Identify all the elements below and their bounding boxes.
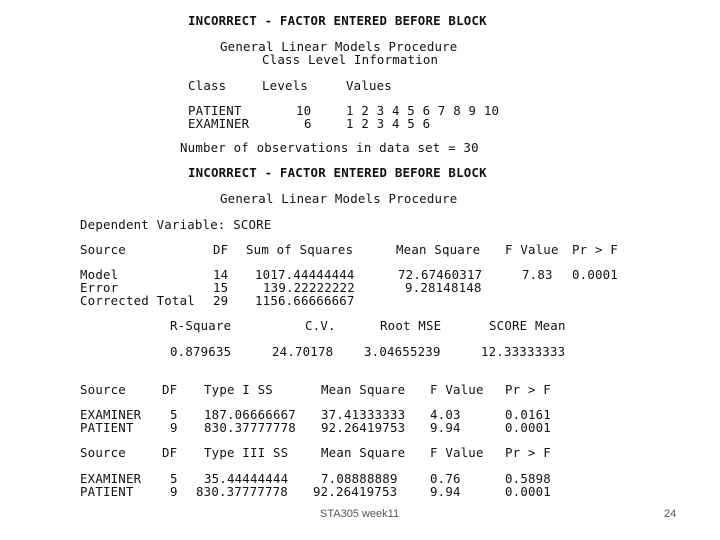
class-values: 1 2 3 4 5 6 <box>346 116 431 131</box>
type1-ss: 830.37777778 <box>204 420 296 435</box>
type1-source: EXAMINER <box>80 407 142 422</box>
anova-p-header: Pr > F <box>572 242 618 257</box>
type1-source-header: Source <box>80 382 126 397</box>
type3-p-header: Pr > F <box>505 445 551 460</box>
type3-p: 0.5898 <box>505 471 551 486</box>
type1-ms-header: Mean Square <box>321 382 406 397</box>
anova-df: 14 <box>213 267 229 282</box>
anova-source: Model <box>80 267 119 282</box>
slide-page-number: 24 <box>664 508 677 520</box>
anova-ms: 9.28148148 <box>405 280 482 295</box>
type3-source-header: Source <box>80 445 126 460</box>
anova-source: Corrected Total <box>80 293 195 308</box>
score-mean-header: SCORE Mean <box>489 318 566 333</box>
class-levels: 10 <box>296 103 312 118</box>
anova-df: 15 <box>213 280 229 295</box>
anova-source-header: Source <box>80 242 126 257</box>
output-title-1: INCORRECT - FACTOR ENTERED BEFORE BLOCK <box>188 13 487 28</box>
anova-ss-header: Sum of Squares <box>246 242 354 257</box>
type3-ms-header: Mean Square <box>321 445 406 460</box>
class-levels: 6 <box>304 116 312 131</box>
anova-source: Error <box>80 280 119 295</box>
type1-df-header: DF <box>162 382 178 397</box>
type3-ss: 35.44444444 <box>204 471 289 486</box>
type3-ss-header: Type III SS <box>204 445 289 460</box>
rsquare-header: R-Square <box>170 318 232 333</box>
type3-ms: 7.08888889 <box>321 471 398 486</box>
score-mean-value: 12.33333333 <box>481 344 566 359</box>
type3-f: 9.94 <box>430 484 461 499</box>
type3-df-header: DF <box>162 445 178 460</box>
type1-f: 9.94 <box>430 420 461 435</box>
anova-df-header: DF <box>213 242 229 257</box>
rsquare-value: 0.879635 <box>170 344 232 359</box>
type3-df: 9 <box>170 484 178 499</box>
root-mse-header: Root MSE <box>380 318 442 333</box>
type1-p: 0.0001 <box>505 420 551 435</box>
proc-title-2: General Linear Models Procedure <box>220 191 458 206</box>
anova-p: 0.0001 <box>572 267 618 282</box>
observations-count: Number of observations in data set = 30 <box>180 140 479 155</box>
values-header: Values <box>346 78 392 93</box>
cv-header: C.V. <box>305 318 336 333</box>
anova-df: 29 <box>213 293 229 308</box>
cv-value: 24.70178 <box>272 344 334 359</box>
type3-p: 0.0001 <box>505 484 551 499</box>
class-name: PATIENT <box>188 103 242 118</box>
anova-ss: 139.22222222 <box>263 280 355 295</box>
type1-f: 4.03 <box>430 407 461 422</box>
anova-f-header: F Value <box>505 242 559 257</box>
type1-source: PATIENT <box>80 420 134 435</box>
type3-source: PATIENT <box>80 484 134 499</box>
type1-ms: 37.41333333 <box>321 407 406 422</box>
type3-source: EXAMINER <box>80 471 142 486</box>
type1-df: 5 <box>170 407 178 422</box>
proc-title-1: General Linear Models Procedure <box>220 39 458 54</box>
anova-ms: 72.67460317 <box>398 267 483 282</box>
output-title-2: INCORRECT - FACTOR ENTERED BEFORE BLOCK <box>188 165 487 180</box>
anova-ss: 1017.44444444 <box>255 267 355 282</box>
type3-ss: 830.37777778 <box>196 484 288 499</box>
type1-p: 0.0161 <box>505 407 551 422</box>
type3-df: 5 <box>170 471 178 486</box>
class-values: 1 2 3 4 5 6 7 8 9 10 <box>346 103 500 118</box>
anova-ss: 1156.66666667 <box>255 293 355 308</box>
anova-f: 7.83 <box>522 267 553 282</box>
dependent-variable: Dependent Variable: SCORE <box>80 217 272 232</box>
class-header: Class <box>188 78 227 93</box>
type1-ms: 92.26419753 <box>321 420 406 435</box>
type1-df: 9 <box>170 420 178 435</box>
type3-f: 0.76 <box>430 471 461 486</box>
type3-f-header: F Value <box>430 445 484 460</box>
class-name: EXAMINER <box>188 116 250 131</box>
levels-header: Levels <box>262 78 308 93</box>
type1-ss: 187.06666667 <box>204 407 296 422</box>
anova-ms-header: Mean Square <box>396 242 481 257</box>
type1-p-header: Pr > F <box>505 382 551 397</box>
slide-footer-label: STA305 week11 <box>320 508 400 520</box>
root-mse-value: 3.04655239 <box>364 344 441 359</box>
type1-ss-header: Type I SS <box>204 382 273 397</box>
type3-ms: 92.26419753 <box>313 484 398 499</box>
class-level-info-heading: Class Level Information <box>262 52 439 67</box>
type1-f-header: F Value <box>430 382 484 397</box>
